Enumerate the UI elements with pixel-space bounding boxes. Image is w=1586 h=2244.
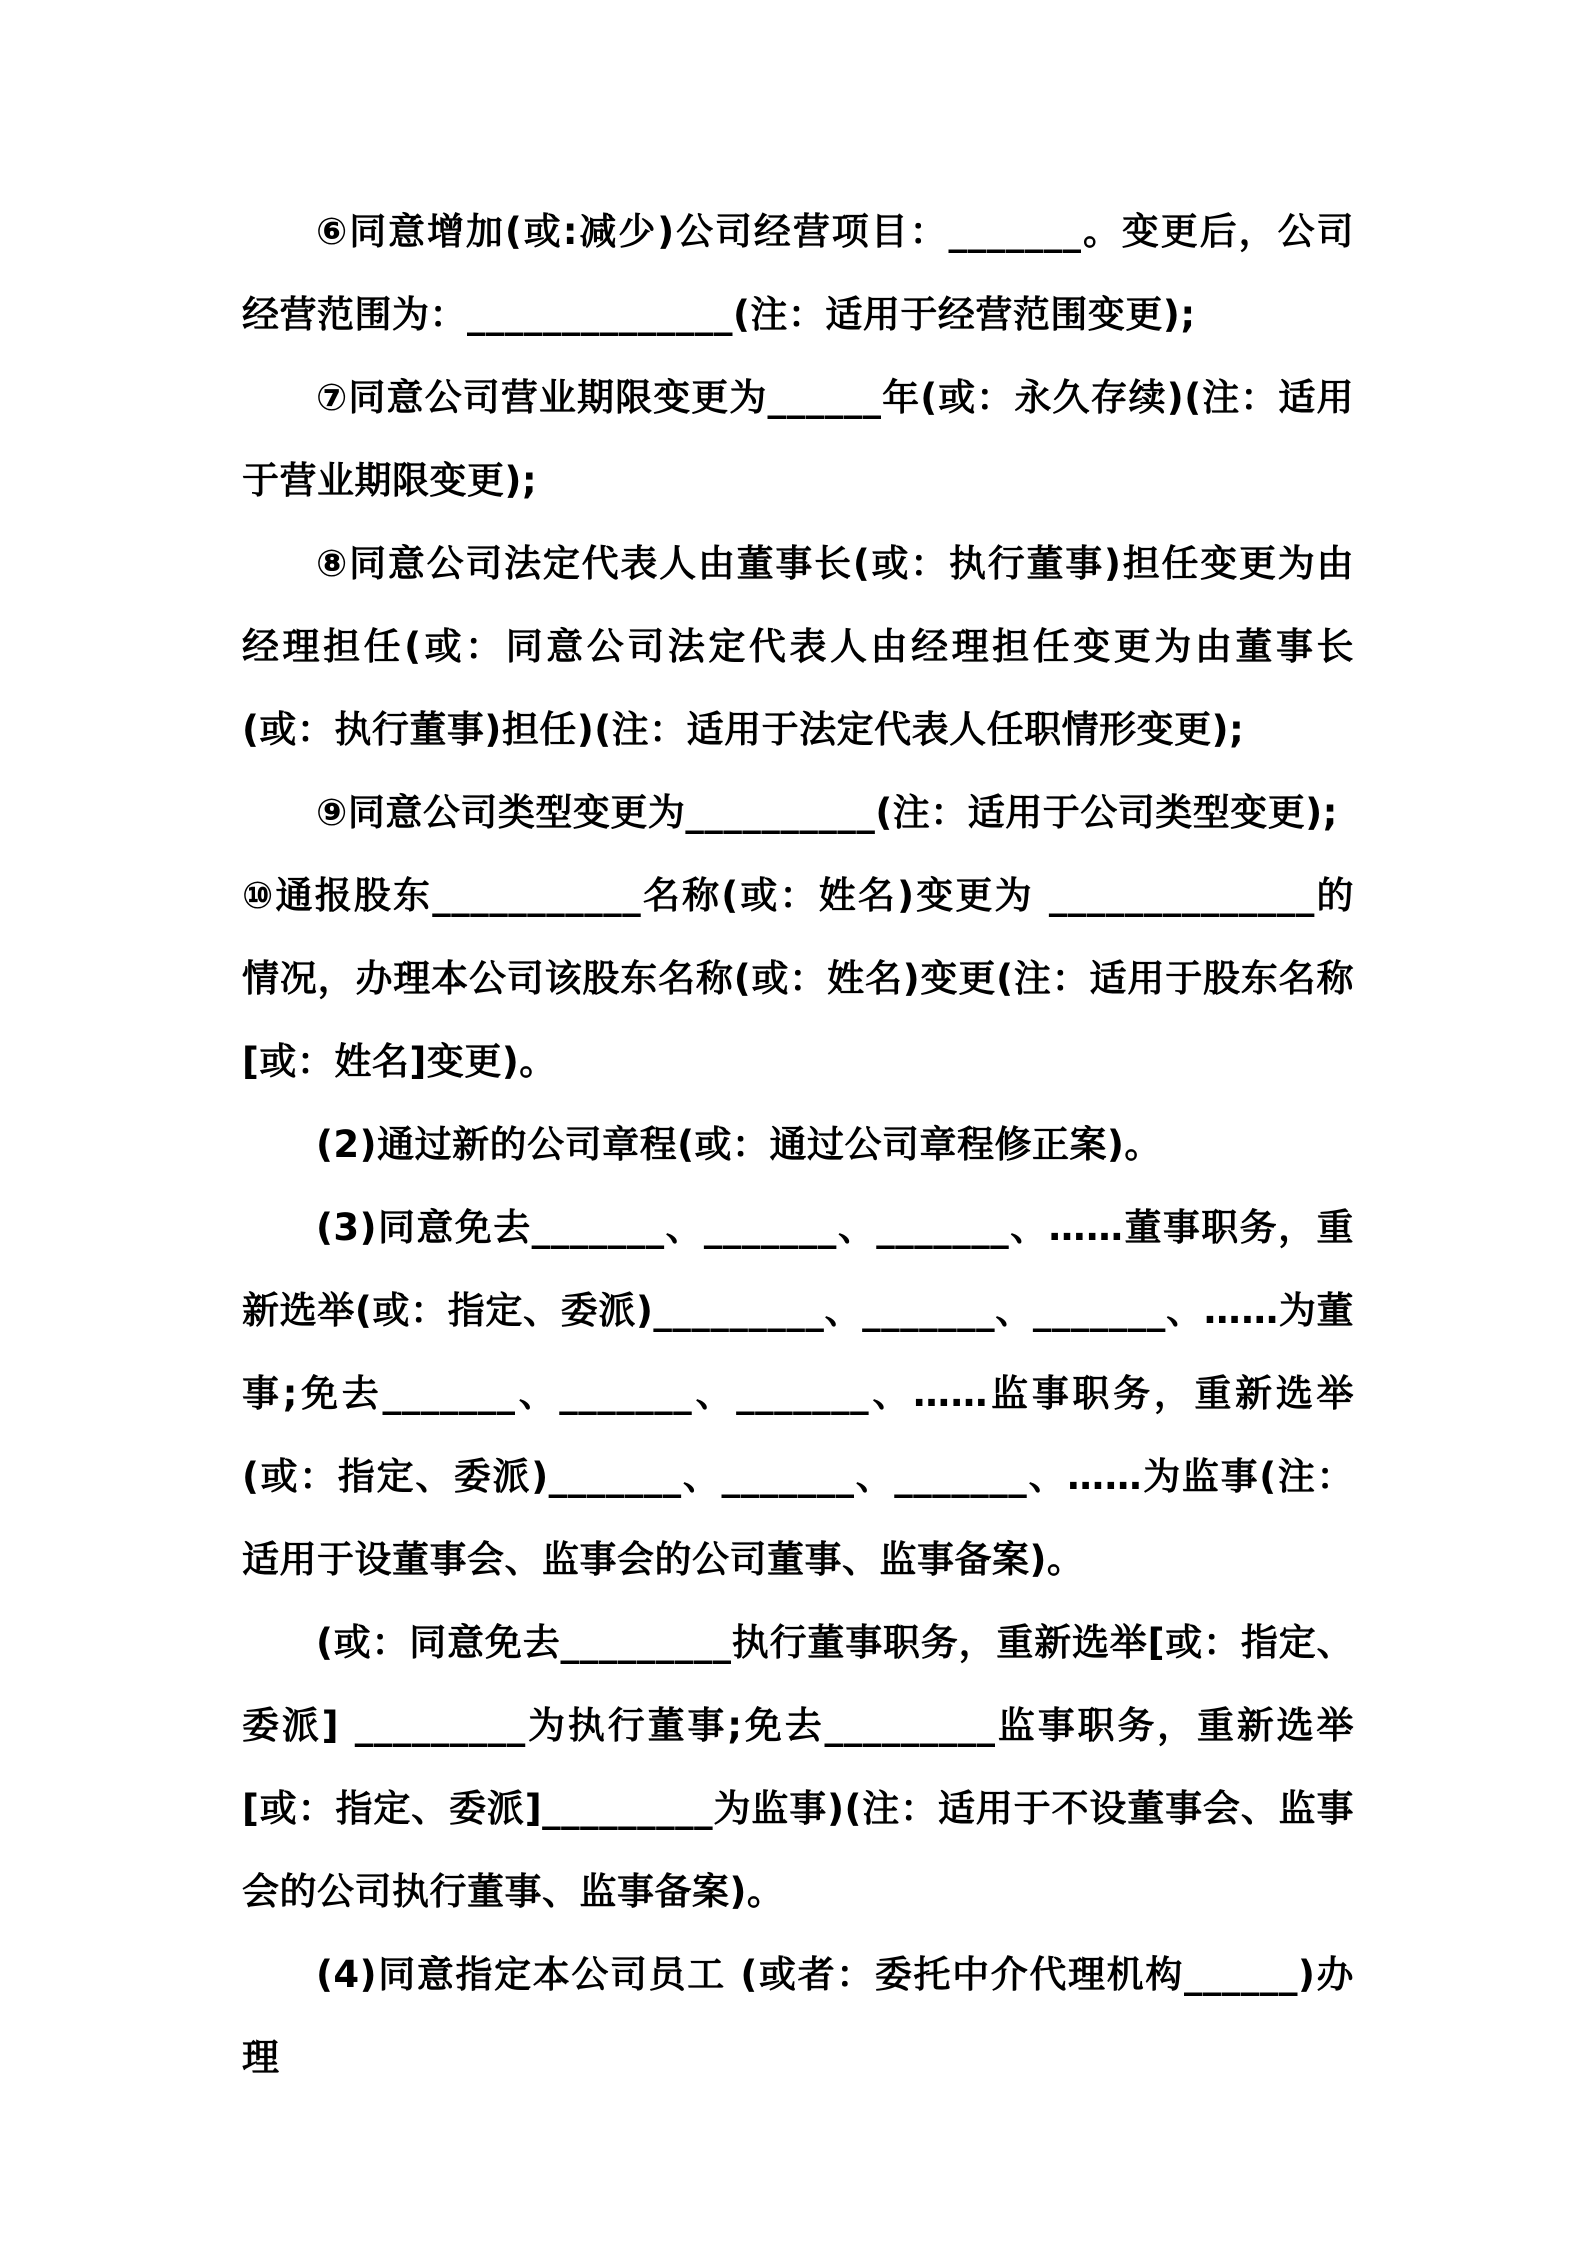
paragraph-item-6: ⑥同意增加(或:减少)公司经营项目：_______。变更后，公司经营范围为：______________(注：适用于经营范围变更);: [242, 210, 1354, 336]
paragraph-item-8: ⑧同意公司法定代表人由董事长(或：执行董事)担任变更为由经理担任(或：同意公司法定代表人由经理担任变更为由董事长(或：执行董事)担任)(注：适用于法定代表人任职情形变更);: [242, 542, 1354, 751]
paragraph-item-7: ⑦同意公司营业期限变更为______年(或：永久存续)(注：适用于营业期限变更);: [242, 376, 1354, 502]
paragraph-section-2: (2)通过新的公司章程(或：通过公司章程修正案)。: [316, 1123, 1162, 1166]
paragraph-item-10: ⑩通报股东___________名称(或：姓名)变更为 ______________的情况，办理本公司该股东名称(或：姓名)变更(注：适用于股东名称[或：姓名]变更)。: [242, 874, 1354, 1083]
paragraph-section-4: (4)同意指定本公司员工 (或者：委托中介代理机构______)办理: [242, 1953, 1354, 2079]
paragraph-section-3: (3)同意免去_______、_______、_______、……董事职务，重新选举(或：指定、委派)_________、_______、_______、……为董事;免去_______、_______、_______、……监事职务，重新选举(或：指定、委派)_______、_______、_______、……为监事(注：适用于设董事会、监事会的公司董事、监事备案)。: [242, 1206, 1354, 1581]
paragraph-section-3-alt: (或：同意免去_________执行董事职务，重新选举[或：指定、委派] _________为执行董事;免去_________监事职务，重新选举[或：指定、委派]_________为监事)(注：适用于不设董事会、监事会的公司执行董事、监事备案)。: [242, 1621, 1354, 1913]
document-body: [242, 190, 1354, 2099]
paragraph-item-9: ⑨同意公司类型变更为__________(注：适用于公司类型变更);: [316, 791, 1338, 834]
